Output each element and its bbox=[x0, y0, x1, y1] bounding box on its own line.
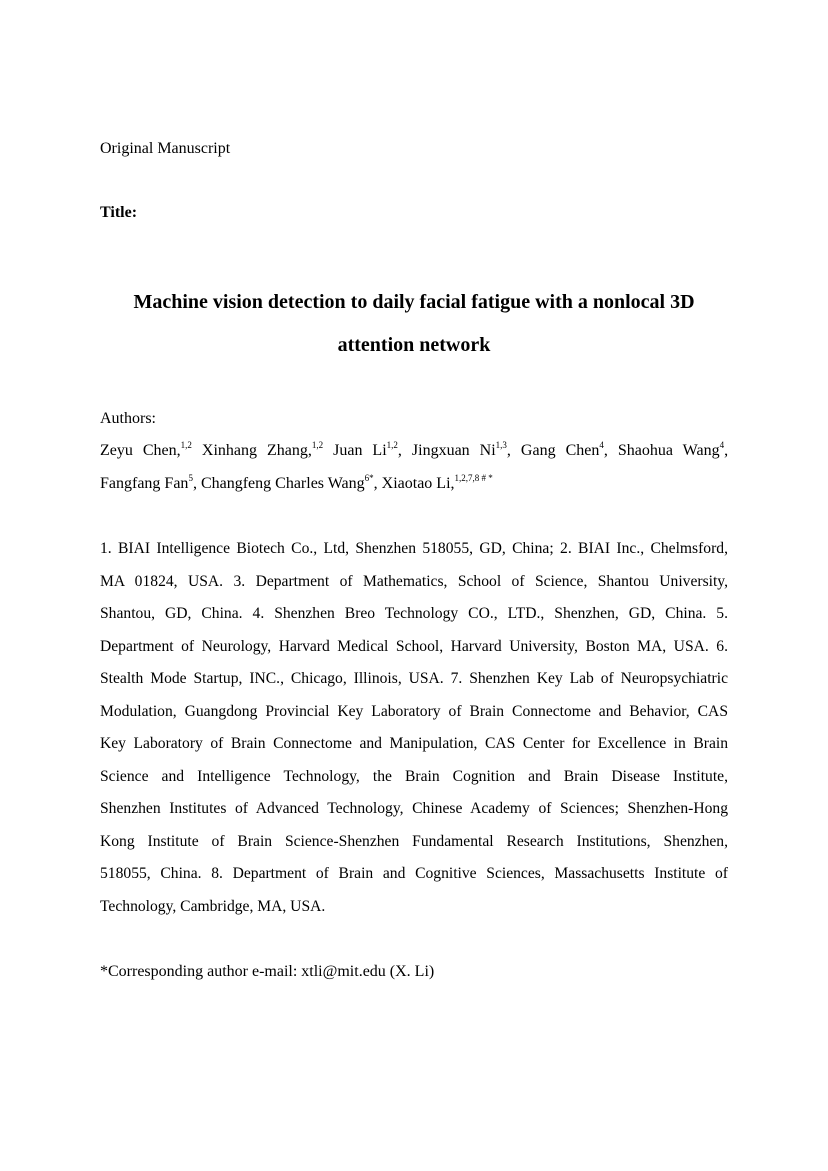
author-name: Juan Li bbox=[333, 442, 387, 459]
paper-title-line-1: Machine vision detection to daily facial fatigue with a nonlocal 3D bbox=[133, 291, 695, 313]
author-affiliation-sup: 1,2 bbox=[311, 440, 324, 450]
affiliation-line: MA 01824, USA. 3. Department of Mathematics, School of Science, Shantou University, bbox=[100, 573, 728, 590]
author-affiliation-sup: 1,3 bbox=[495, 440, 507, 450]
affiliation-line: 518055, China. 8. Department of Brain and Cognitive Sciences, Massachusetts Institute of bbox=[100, 865, 728, 882]
authors-line-1 bbox=[100, 442, 728, 460]
authors-line-2 bbox=[100, 475, 728, 493]
author-name: Changfeng Charles Wang bbox=[200, 475, 365, 492]
authors-label: Authors: bbox=[100, 410, 156, 427]
author-affiliation-sup: 1,2 bbox=[180, 440, 192, 450]
corresponding-author: *Corresponding author e-mail: xtli@mit.edu (X. Li) bbox=[100, 963, 435, 980]
author-name: Jingxuan Ni bbox=[411, 442, 496, 459]
author-name: Fangfang Fan bbox=[100, 475, 189, 492]
author-name: Xiaotao Li, bbox=[381, 475, 455, 492]
title-label: Title: bbox=[100, 204, 138, 221]
author-affiliation-sup: 4 bbox=[719, 440, 725, 450]
author-separator: , bbox=[724, 442, 729, 459]
author-name: Xinhang Zhang, bbox=[201, 442, 312, 459]
affiliation-line: Technology, Cambridge, MA, USA. bbox=[100, 898, 326, 915]
affiliation-line: Stealth Mode Startup, INC., Chicago, Illinois, USA. 7. Shenzhen Key Lab of Neuropsychiatric bbox=[100, 670, 728, 687]
author-affiliation-sup: 1,2,7,8 # * bbox=[454, 473, 493, 483]
affiliation-line: Kong Institute of Brain Science-Shenzhen Fundamental Research Institutions, Shenzhen, bbox=[100, 833, 728, 850]
author-affiliation-sup: 4 bbox=[599, 440, 604, 450]
affiliation-line: Shenzhen Institutes of Advanced Technology, Chinese Academy of Sciences; Shenzhen-Hong bbox=[100, 800, 728, 817]
author-separator: , bbox=[373, 475, 378, 492]
author-name: Zeyu Chen, bbox=[100, 442, 181, 459]
author-separator: , bbox=[397, 442, 402, 459]
affiliation-line: Shantou, GD, China. 4. Shenzhen Breo Technology CO., LTD., Shenzhen, GD, China. 5. bbox=[100, 605, 728, 622]
affiliation-line: Modulation, Guangdong Provincial Key Laboratory of Brain Connectome and Behavior, CAS bbox=[100, 703, 728, 720]
affiliation-line: Key Laboratory of Brain Connectome and Manipulation, CAS Center for Excellence in Brain bbox=[100, 735, 728, 752]
author-affiliation-sup: 5 bbox=[188, 473, 193, 483]
affiliation-line: Science and Intelligence Technology, the Brain Cognition and Brain Disease Institute, bbox=[100, 768, 728, 785]
author-affiliation-sup: 1,2 bbox=[386, 440, 398, 450]
author-separator: , bbox=[506, 442, 511, 459]
author-separator: , bbox=[192, 475, 197, 492]
paper-title-line-2: attention network bbox=[337, 334, 491, 356]
affiliation-line: 1. BIAI Intelligence Biotech Co., Ltd, Shenzhen 518055, GD, China; 2. BIAI Inc., Chelmsford, bbox=[100, 540, 728, 557]
author-name: Shaohua Wang bbox=[617, 442, 720, 459]
author-affiliation-sup: 6* bbox=[364, 473, 374, 483]
affiliation-line: Department of Neurology, Harvard Medical School, Harvard University, Boston MA, USA. 6. bbox=[100, 638, 728, 655]
manuscript-label: Original Manuscript bbox=[100, 140, 231, 157]
author-separator: , bbox=[603, 442, 608, 459]
author-name: Gang Chen bbox=[520, 442, 600, 459]
